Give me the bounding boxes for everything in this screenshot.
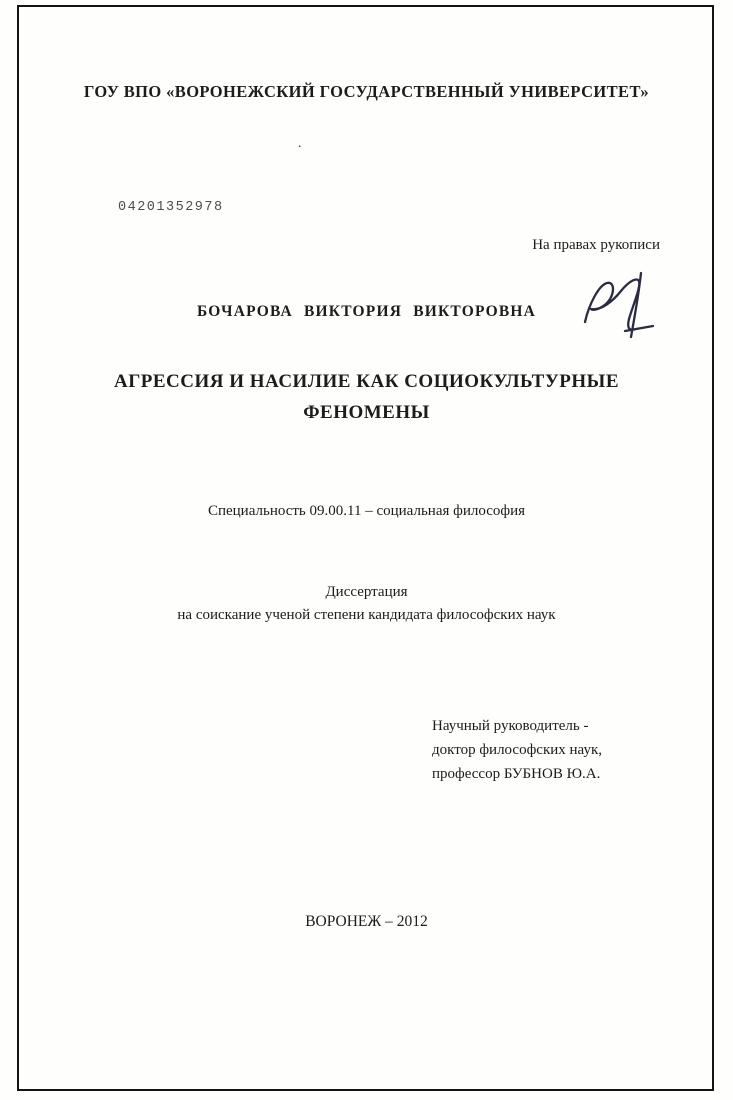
dissertation-title-line2: ФЕНОМЕНЫ xyxy=(303,402,430,423)
manuscript-rights-note: На правах рукописи xyxy=(532,237,660,253)
handwritten-signature xyxy=(578,270,658,340)
advisor-line-name: профессор БУБНОВ Ю.А. xyxy=(432,766,601,782)
advisor-line-degree: доктор философских наук, xyxy=(432,742,602,758)
specialty-line: Специальность 09.00.11 – социальная философия xyxy=(207,503,526,519)
city-year: ВОРОНЕЖ – 2012 xyxy=(305,913,428,930)
advisor-block xyxy=(432,714,602,786)
thesis-purpose: на соискание ученой степени кандидата философских наук xyxy=(177,607,556,623)
dissertation-title-line1: АГРЕССИЯ И НАСИЛИЕ КАК СОЦИОКУЛЬТУРНЫЕ xyxy=(113,371,620,392)
stamp-number: 04201352978 xyxy=(118,200,224,215)
thesis-type: Диссертация xyxy=(325,584,408,600)
dissertation-title xyxy=(0,366,733,428)
author-name: БОЧАРОВА ВИКТОРИЯ ВИКТОРОВНА xyxy=(196,303,537,320)
stray-dot-mark: . xyxy=(298,136,302,151)
university-title: ГОУ ВПО «ВОРОНЕЖСКИЙ ГОСУДАРСТВЕННЫЙ УНИВЕРСИТЕТ» xyxy=(83,82,650,101)
advisor-line-role: Научный руководитель - xyxy=(432,718,589,734)
